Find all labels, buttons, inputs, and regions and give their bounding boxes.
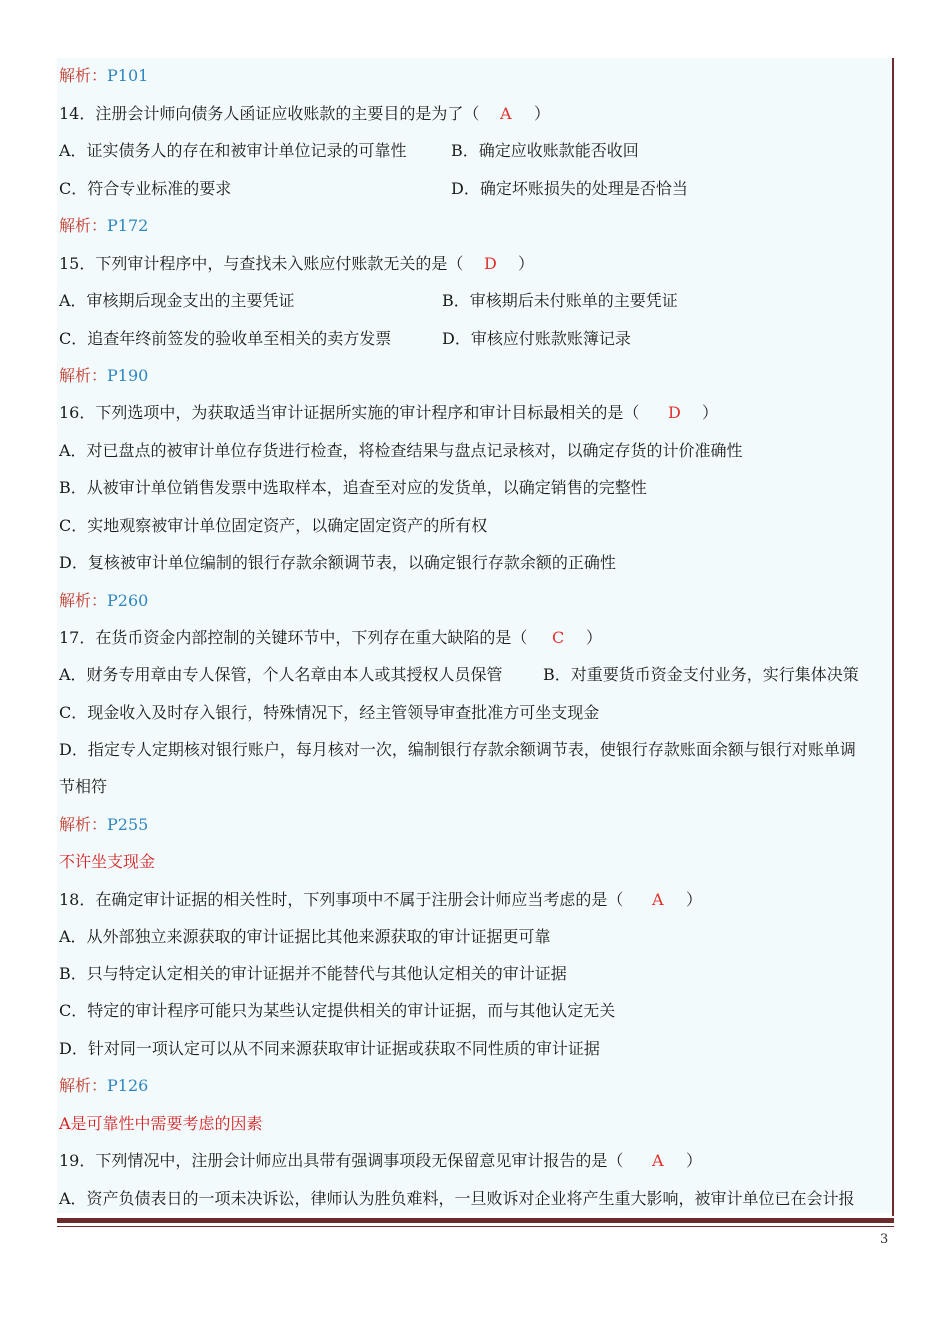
option-text: A．对已盘点的被审计单位存货进行检查，将检查结果与盘点记录核对，以确定存货的计价准确性 [59, 441, 743, 460]
analysis-line [59, 64, 148, 88]
analysis-label: 解析： [59, 216, 108, 235]
answer-letter: D [668, 403, 681, 422]
question-text: 17．在货币资金内部控制的关键环节中，下列存在重大缺陷的是（ [59, 628, 528, 647]
question-text: 16．下列选项中，为获取适当审计证据所实施的审计程序和审计目标最相关的是（ [59, 403, 640, 422]
analysis-line [59, 813, 148, 837]
analysis-line [59, 1074, 148, 1098]
question-stem [59, 252, 535, 276]
question-stem [59, 888, 703, 912]
option-text: D．复核被审计单位编制的银行存款余额调节表，以确定银行存款余额的正确性 [59, 553, 616, 572]
answer-letter: A [500, 104, 512, 123]
question-close-paren: ） [686, 1151, 703, 1170]
option-text: A．从外部独立来源获取的审计证据比其他来源获取的审计证据更可靠 [59, 927, 551, 946]
question-close-paren: ） [518, 254, 535, 273]
option-row [59, 139, 889, 163]
option-text: A．财务专用章由专人保管，个人名章由本人或其授权人员保管 [59, 665, 503, 684]
explanation-note: A是可靠性中需要考虑的因素 [59, 1114, 263, 1133]
analysis-label: 解析： [59, 66, 108, 85]
option-text: D．审核应付账款账簿记录 [442, 329, 631, 348]
question-close-paren: ） [534, 104, 551, 123]
option-text: C．追查年终前签发的验收单至相关的卖方发票 [59, 329, 392, 348]
option-text: B．确定应收账款能否收回 [451, 141, 639, 160]
option-row [59, 663, 889, 687]
analysis-label: 解析： [59, 1076, 108, 1095]
option-text: B．对重要货币资金支付业务，实行集体决策 [543, 665, 859, 684]
option-row [59, 327, 889, 351]
analysis-label: 解析： [59, 366, 108, 385]
question-stem [59, 1149, 703, 1173]
option-text: A．审核期后现金支出的主要凭证 [59, 291, 295, 310]
analysis-line [59, 214, 148, 238]
page-reference: P126 [107, 1076, 149, 1095]
analysis-line [59, 589, 148, 613]
option-row [59, 177, 889, 201]
page-reference: P172 [107, 216, 149, 235]
option-text: D．确定坏账损失的处理是否恰当 [451, 179, 688, 198]
question-text: 14．注册会计师向债务人函证应收账款的主要目的是为了（ [59, 104, 480, 123]
explanation-note: 不许坐支现金 [59, 852, 156, 871]
question-text: 19．下列情况中，注册会计师应出具带有强调事项段无保留意见审计报告的是（ [59, 1151, 624, 1170]
option-text: B．审核期后未付账单的主要凭证 [442, 291, 678, 310]
footer-rule-thin [57, 1226, 894, 1227]
option-text: C．实地观察被审计单位固定资产，以确定固定资产的所有权 [59, 516, 488, 535]
option-row [59, 289, 889, 313]
question-stem [59, 401, 719, 425]
answer-letter: A [652, 890, 664, 909]
option-text: A．资产负债表日的一项未决诉讼，律师认为胜负难料，一旦败诉对企业将产生重大影响，被审计单位已在会计报 [59, 1189, 855, 1208]
page-number: 3 [880, 1232, 889, 1247]
option-text: C．符合专业标准的要求 [59, 179, 232, 198]
footer-rule-thick [57, 1218, 894, 1223]
page-reference: P255 [107, 815, 149, 834]
question-close-paren: ） [686, 890, 703, 909]
option-text: C．现金收入及时存入银行，特殊情况下，经主管领导审查批准方可坐支现金 [59, 703, 600, 722]
question-stem [59, 102, 551, 126]
question-stem [59, 626, 603, 650]
analysis-label: 解析： [59, 591, 108, 610]
analysis-label: 解析： [59, 815, 108, 834]
question-text: 18．在确定审计证据的相关性时，下列事项中不属于注册会计师应当考虑的是（ [59, 890, 624, 909]
option-text: C．特定的审计程序可能只为某些认定提供相关的审计证据，而与其他认定无关 [59, 1001, 616, 1020]
option-text: 节相符 [59, 777, 108, 796]
option-text: D．指定专人定期核对银行账户，每月核对一次，编制银行存款余额调节表，使银行存款账面余额与银行对账单调 [59, 740, 856, 759]
option-text: D．针对同一项认定可以从不同来源获取审计证据或获取不同性质的审计证据 [59, 1039, 600, 1058]
page-reference: P190 [107, 366, 149, 385]
page-reference: P260 [107, 591, 149, 610]
answer-letter: D [484, 254, 497, 273]
analysis-line [59, 364, 148, 388]
question-close-paren: ） [702, 403, 719, 422]
question-text: 15．下列审计程序中，与查找未入账应付账款无关的是（ [59, 254, 464, 273]
answer-letter: C [552, 628, 565, 647]
option-text: B．只与特定认定相关的审计证据并不能替代与其他认定相关的审计证据 [59, 964, 567, 983]
answer-letter: A [652, 1151, 664, 1170]
option-text: A．证实债务人的存在和被审计单位记录的可靠性 [59, 141, 407, 160]
question-close-paren: ） [586, 628, 603, 647]
right-border-rule [892, 58, 894, 1216]
option-text: B．从被审计单位销售发票中选取样本，追查至对应的发货单，以确定销售的完整性 [59, 478, 647, 497]
page-reference: P101 [107, 66, 149, 85]
